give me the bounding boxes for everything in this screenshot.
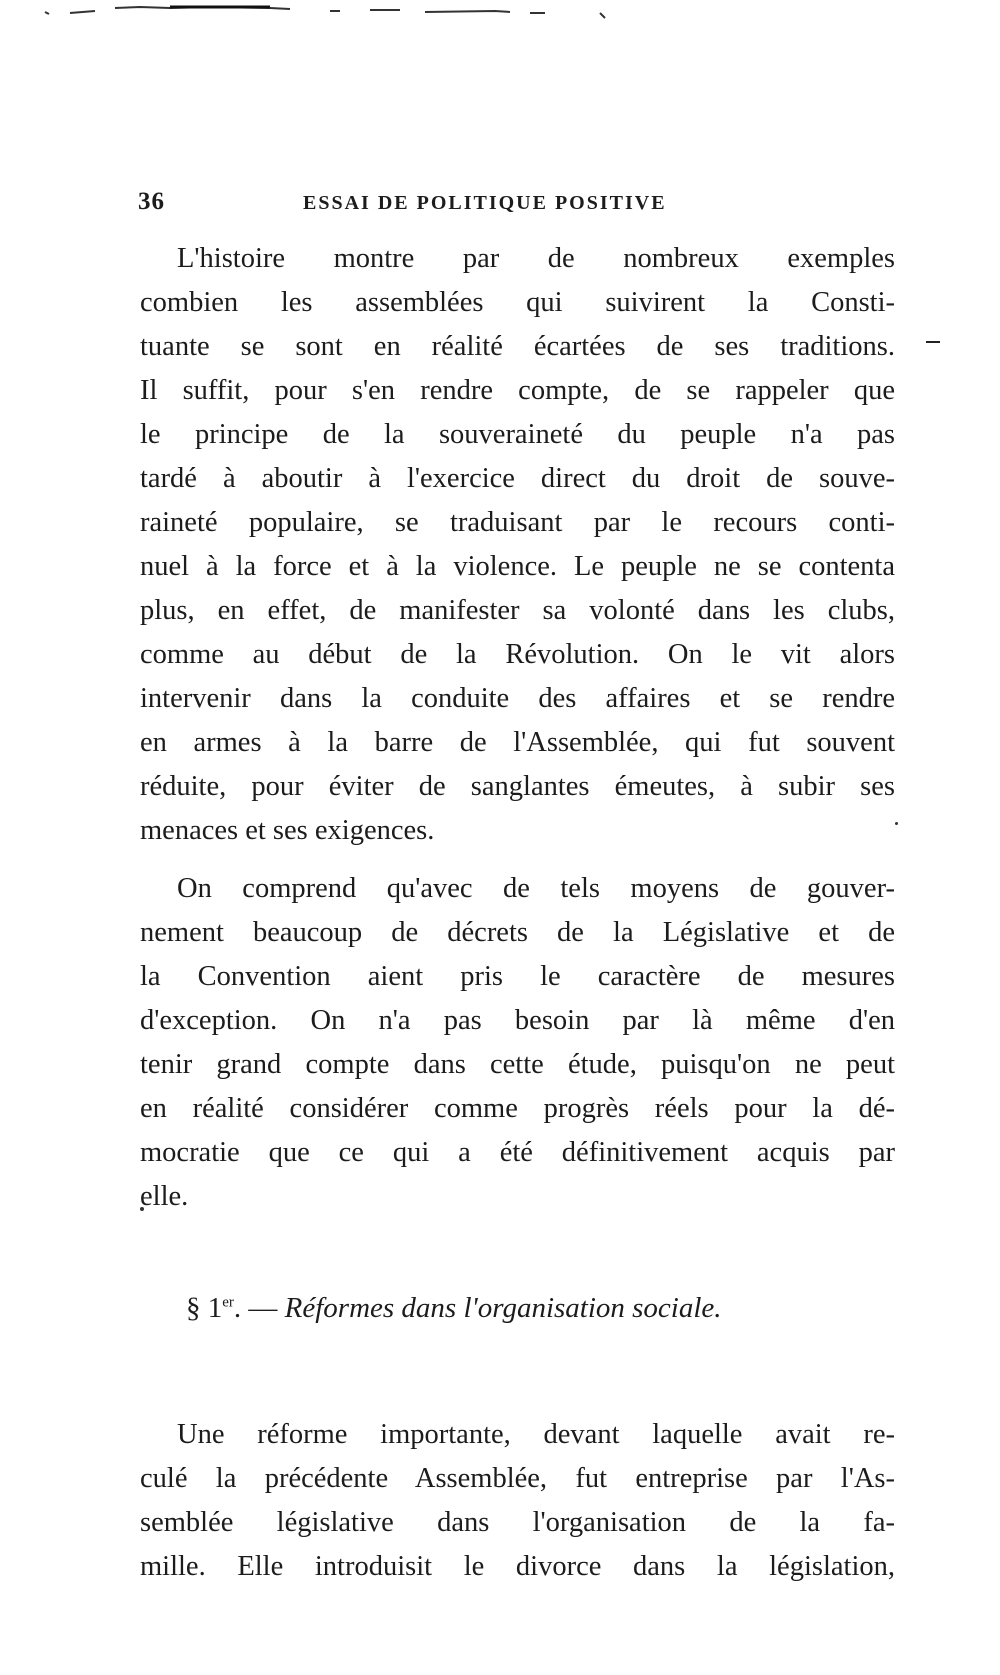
text-line: nement beaucoup de décrets de la Législative et de — [140, 917, 895, 948]
text-line: plus, en effet, de manifester sa volonté dans les clubs, — [140, 595, 895, 626]
section-heading — [186, 1283, 886, 1333]
text-line: mocratie que ce qui a été définitivement acquis par — [140, 1137, 895, 1168]
section-number: § 1 — [186, 1292, 223, 1324]
text-line: L'histoire montre par de nombreux exemples — [177, 243, 895, 274]
paragraph-1 — [140, 237, 895, 853]
section-separator: . — — [233, 1292, 285, 1324]
text-line: en réalité considérer comme progrès réels pour la dé- — [140, 1093, 895, 1124]
text-line: Une réforme importante, devant laquelle avait re- — [177, 1419, 895, 1450]
scan-margin-mark — [926, 341, 940, 343]
running-title: ESSAI DE POLITIQUE POSITIVE — [303, 192, 667, 214]
text-line: réduite, pour éviter de sanglantes émeutes, à subir ses — [140, 771, 895, 802]
text-line: tardé à aboutir à l'exercice direct du droit de souve- — [140, 463, 895, 494]
paragraph-3 — [140, 1413, 895, 1589]
text-line: la Convention aient pris le caractère de mesures — [140, 961, 895, 992]
text-line: On comprend qu'avec de tels moyens de gouver- — [177, 873, 895, 904]
text-line: culé la précédente Assemblée, fut entreprise par l'As- — [140, 1463, 895, 1494]
text-line: tuante se sont en réalité écartées de ses traditions. — [140, 331, 895, 362]
text-line: Il suffit, pour s'en rendre compte, de se rappeler que — [140, 375, 895, 406]
text-line: raineté populaire, se traduisant par le recours conti- — [140, 507, 895, 538]
section-title: Réformes dans l'organisation sociale. — [284, 1292, 722, 1324]
text-line: en armes à la barre de l'Assemblée, qui fut souvent — [140, 727, 895, 758]
text-line: nuel à la force et à la violence. Le peuple ne se contenta — [140, 551, 895, 582]
scan-artifact-top — [40, 2, 660, 22]
paragraph-2 — [140, 867, 895, 1219]
text-line: mille. Elle introduisit le divorce dans la législation, — [140, 1551, 895, 1582]
text-line: menaces et ses exigences. — [140, 815, 435, 846]
page-number: 36 — [138, 188, 165, 215]
text-line: combien les assemblées qui suivirent la Consti- — [140, 287, 895, 318]
text-line: intervenir dans la conduite des affaires et se rendre — [140, 683, 895, 714]
text-line: le principe de la souveraineté du peuple n'a pas — [140, 419, 895, 450]
text-line: elle. — [140, 1181, 189, 1212]
text-line: d'exception. On n'a pas besoin par là même d'en — [140, 1005, 895, 1036]
text-line: comme au début de la Révolution. On le vit alors — [140, 639, 895, 670]
text-line: tenir grand compte dans cette étude, puisqu'on ne peut — [140, 1049, 895, 1080]
text-line: semblée législative dans l'organisation de la fa- — [140, 1507, 895, 1538]
page-header — [138, 188, 898, 224]
section-number-superscript: er — [222, 1294, 234, 1311]
scan-speck — [895, 822, 898, 825]
